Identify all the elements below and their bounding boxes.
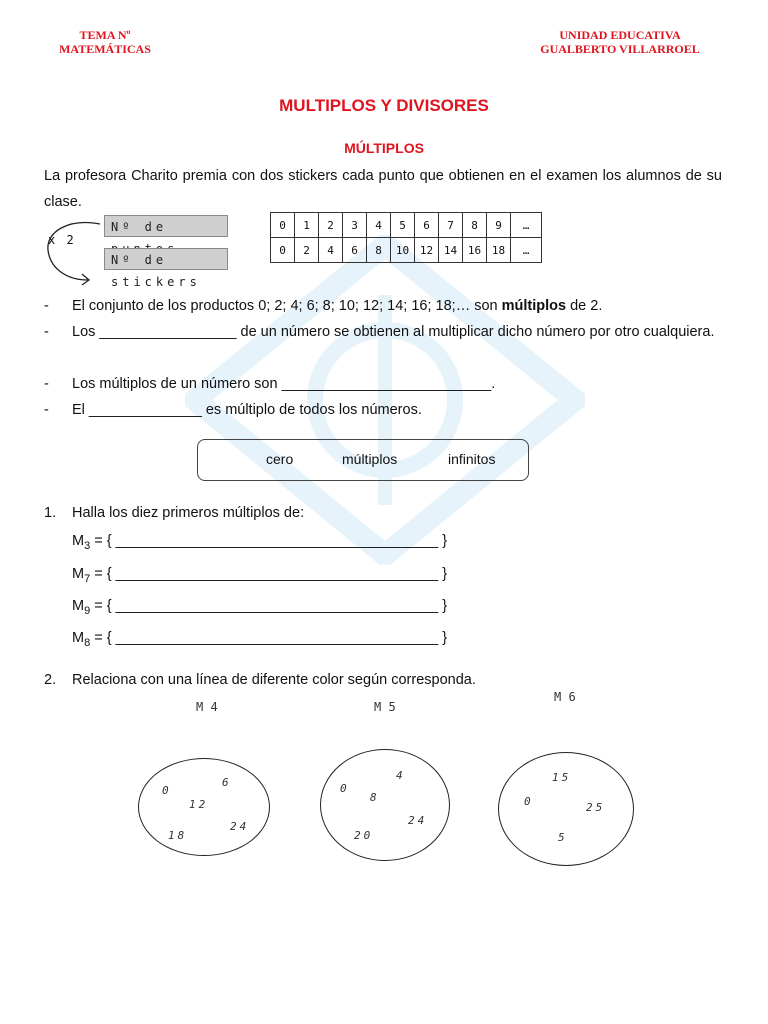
exercise-1-number: 1. [44, 505, 57, 521]
set-number: 12 [189, 798, 209, 811]
set-number: 4 [396, 769, 406, 782]
curved-arrow-icon [38, 212, 108, 290]
m-symbol: M [72, 566, 85, 582]
table-row-puntos [271, 213, 542, 238]
set-number: 24 [408, 814, 428, 827]
table-cell: 0 [271, 213, 295, 238]
m-subscript: 9 [84, 604, 91, 617]
word-bank-item: múltiplos [342, 451, 398, 467]
set-number: 15 [552, 771, 572, 784]
set-number: 0 [162, 784, 172, 797]
m-symbol: M [72, 533, 85, 549]
bullet-bold-term: múltiplos [501, 298, 567, 314]
header-left [40, 28, 170, 56]
bullet-definition: Los _________________ de un número se obtienen al multiplicar dicho número por otro cualquiera. [72, 324, 715, 340]
set-number: 0 [340, 782, 350, 795]
table-cell: 8 [367, 238, 391, 263]
table-cell: 0 [271, 238, 295, 263]
multiple-line-m3 [72, 533, 447, 552]
bullet-multiples-of-two [72, 293, 722, 319]
bullet-dash: - [44, 376, 49, 392]
table-cell: 9 [487, 213, 511, 238]
header-subject: MATEMÁTICAS [59, 42, 151, 56]
exercise-1-prompt: Halla los diez primeros múltiplos de: [72, 505, 305, 521]
bullet-dash: - [44, 298, 49, 314]
table-cell: 7 [439, 213, 463, 238]
bullet-text: de 2. [566, 298, 603, 314]
word-bank [197, 439, 529, 481]
table-cell: 6 [415, 213, 439, 238]
table-cell: 4 [367, 213, 391, 238]
number-set-3[interactable] [498, 752, 634, 866]
word-bank-item: infinitos [448, 451, 496, 467]
table-cell: 5 [391, 213, 415, 238]
table-cell: 6 [343, 238, 367, 263]
set-number: 18 [168, 829, 188, 842]
answer-blank[interactable]: = { ________________________________________ } [90, 598, 448, 614]
bullet-dash: - [44, 402, 49, 418]
m-symbol: M [72, 598, 85, 614]
bullet-dash: - [44, 324, 49, 340]
multiple-line-m9 [72, 598, 447, 617]
set-number: 20 [354, 829, 374, 842]
table-cell: … [511, 238, 542, 263]
table-cell: 3 [343, 213, 367, 238]
table-cell: … [511, 213, 542, 238]
m-subscript: 8 [84, 636, 91, 649]
m-symbol: M [72, 630, 85, 646]
answer-blank[interactable]: = { ________________________________________ } [90, 566, 448, 582]
set-number: 25 [586, 801, 606, 814]
header-school-line1: UNIDAD EDUCATIVA [559, 28, 681, 42]
section-title: MÚLTIPLOS [344, 140, 424, 156]
set-number: 0 [524, 795, 534, 808]
page-title: MULTIPLOS Y DIVISORES [279, 96, 489, 115]
set-label-m6: M 6 [554, 690, 576, 704]
exercise-2-prompt: Relaciona con una línea de diferente color según corresponda. [72, 672, 476, 688]
row-label-puntos: Nº de [104, 215, 228, 237]
set-number: 5 [558, 831, 568, 844]
exercise-2-number: 2. [44, 672, 57, 688]
table-cell: 4 [319, 238, 343, 263]
header-right [510, 28, 730, 56]
table-cell: 1 [295, 213, 319, 238]
table-cell: 2 [295, 238, 319, 263]
table-cell: 2 [319, 213, 343, 238]
header-school-line2: GUALBERTO VILLARROEL [540, 42, 700, 56]
set-number: 8 [370, 791, 380, 804]
table-cell: 10 [391, 238, 415, 263]
points-stickers-table [270, 212, 542, 263]
bullet-zero: El ______________ es múltiplo de todos los números. [72, 402, 422, 418]
word-bank-item: cero [266, 451, 294, 467]
table-cell: 16 [463, 238, 487, 263]
set-number: 24 [230, 820, 250, 833]
multiplier-label: x 2 [48, 233, 76, 247]
m-subscript: 3 [84, 539, 91, 552]
row-label-stickers: Nº de stickers [104, 248, 228, 270]
header-topic: TEMA Nº [79, 28, 131, 42]
table-row-stickers [271, 238, 542, 263]
set-number: 6 [222, 776, 232, 789]
set-label-m4: M 4 [196, 700, 218, 714]
table-cell: 8 [463, 213, 487, 238]
answer-blank[interactable]: = { ________________________________________ } [90, 630, 448, 646]
answer-blank[interactable]: = { ________________________________________ } [90, 533, 448, 549]
table-cell: 12 [415, 238, 439, 263]
bullet-text: El conjunto de los productos 0; 2; 4; 6; 8; 10; 12; 14; 16; 18;… son [72, 298, 502, 314]
number-set-2[interactable] [320, 749, 450, 861]
m-subscript: 7 [84, 572, 91, 585]
multiple-line-m7 [72, 566, 447, 585]
table-cell: 14 [439, 238, 463, 263]
set-label-m5: M 5 [374, 700, 396, 714]
intro-paragraph: La profesora Charito premia con dos stickers cada punto que obtienen en el examen los alumnos de su clase. [44, 168, 722, 210]
table-cell: 18 [487, 238, 511, 263]
multiple-line-m8 [72, 630, 447, 649]
bullet-infinite: Los múltiplos de un número son __________________________. [72, 376, 496, 392]
